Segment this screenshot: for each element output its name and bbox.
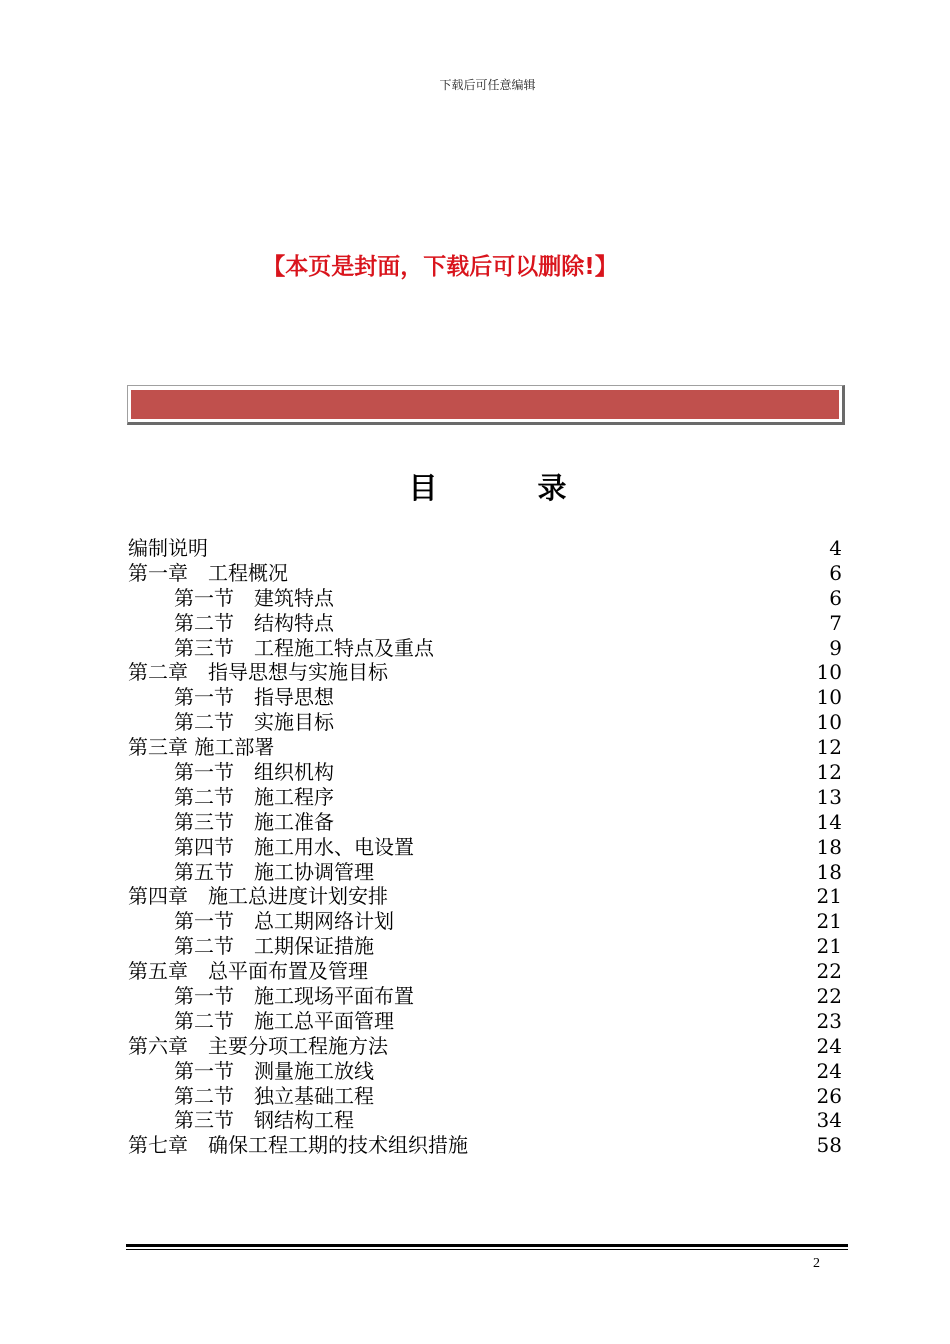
toc-entry-label: 第一节 建筑特点 (174, 585, 334, 610)
toc-entry[interactable] (128, 909, 842, 934)
toc-entry-label: 第六章 主要分项工程施方法 (128, 1033, 388, 1058)
toc-entry-label: 第二节 实施目标 (174, 710, 334, 735)
toc-entry[interactable] (128, 1009, 842, 1034)
page-number: 2 (813, 1256, 820, 1271)
toc-entry-page: 22 (816, 959, 842, 984)
toc-entry[interactable] (128, 984, 842, 1009)
toc-entry[interactable] (128, 959, 842, 984)
cover-notice: 【本页是封面，下载后可以删除!】 (262, 254, 618, 280)
toc-entry[interactable] (128, 735, 842, 760)
toc-entry-label: 第一节 组织机构 (174, 760, 334, 785)
toc-entry[interactable] (128, 536, 842, 561)
toc-entry[interactable] (128, 810, 842, 835)
toc-entry-label: 第三节 工程施工特点及重点 (174, 635, 434, 660)
toc-entry-label: 第四节 施工用水、电设置 (174, 834, 414, 859)
toc-entry-label: 第三节 施工准备 (174, 809, 334, 834)
toc-entry-page: 18 (816, 859, 842, 884)
toc-entry-page: 23 (816, 1008, 842, 1033)
toc-entry-page: 7 (829, 610, 842, 635)
footer-rule-thin (126, 1249, 848, 1250)
toc-entry-label: 第五章 总平面布置及管理 (128, 959, 368, 984)
toc-entry-label: 第二节 工期保证措施 (174, 934, 374, 959)
toc-entry[interactable] (128, 785, 842, 810)
toc-entry-page: 21 (816, 934, 842, 959)
toc-entry-page: 10 (816, 710, 842, 735)
toc-entry[interactable] (128, 1059, 842, 1084)
toc-entry-page: 26 (816, 1083, 842, 1108)
toc-entry-page: 10 (816, 660, 842, 685)
toc-entry[interactable] (128, 884, 842, 909)
toc-entry-label: 第二节 施工程序 (174, 784, 334, 809)
toc-entry-page: 24 (816, 1033, 842, 1058)
toc-entry-page: 21 (816, 884, 842, 909)
toc-entry-label: 第一节 施工现场平面布置 (174, 984, 414, 1009)
toc-entry[interactable] (128, 685, 842, 710)
toc-entry-label: 第四章 施工总进度计划安排 (128, 884, 388, 909)
toc-entry-label: 第二节 结构特点 (174, 610, 334, 635)
table-of-contents (128, 536, 842, 1158)
banner-fill (131, 390, 839, 419)
toc-entry-label: 第二节 施工总平面管理 (174, 1008, 394, 1033)
toc-entry-label: 第一节 测量施工放线 (174, 1058, 374, 1083)
toc-entry-label: 第五节 施工协调管理 (174, 859, 374, 884)
toc-entry-page: 21 (816, 909, 842, 934)
toc-entry[interactable] (128, 1133, 842, 1158)
toc-entry-page: 9 (829, 635, 842, 660)
toc-entry-label: 编制说明 (128, 536, 208, 560)
toc-entry[interactable] (128, 860, 842, 885)
toc-entry[interactable] (128, 1034, 842, 1059)
toc-entry-label: 第一节 指导思想 (174, 685, 334, 710)
toc-entry-page: 58 (816, 1133, 842, 1158)
toc-entry-label: 第二章 指导思想与实施目标 (128, 660, 388, 685)
toc-entry[interactable] (128, 586, 842, 611)
toc-entry[interactable] (128, 611, 842, 636)
toc-entry-page: 10 (816, 685, 842, 710)
toc-entry[interactable] (128, 1084, 842, 1109)
toc-entry[interactable] (128, 934, 842, 959)
footer-rule-thick (126, 1244, 848, 1247)
decorative-banner (127, 385, 847, 427)
toc-entry[interactable] (128, 561, 842, 586)
toc-entry-page: 6 (829, 585, 842, 610)
toc-entry-page: 6 (829, 560, 842, 585)
toc-entry-label: 第七章 确保工程工期的技术组织措施 (128, 1133, 468, 1158)
toc-entry-page: 12 (816, 760, 842, 785)
toc-entry[interactable] (128, 760, 842, 785)
toc-entry-page: 18 (816, 834, 842, 859)
toc-entry-label: 第一节 总工期网络计划 (174, 909, 394, 934)
toc-entry-page: 14 (816, 809, 842, 834)
toc-entry-label: 第三节 钢结构工程 (174, 1108, 354, 1133)
toc-entry[interactable] (128, 835, 842, 860)
toc-entry-label: 第一章 工程概况 (128, 560, 288, 585)
toc-entry-page: 22 (816, 984, 842, 1009)
toc-title: 目 录 (408, 471, 612, 505)
toc-entry[interactable] (128, 636, 842, 661)
toc-entry[interactable] (128, 1108, 842, 1133)
toc-entry[interactable] (128, 660, 842, 685)
toc-entry-page: 34 (816, 1108, 842, 1133)
toc-entry-page: 12 (816, 735, 842, 760)
toc-entry-page: 13 (816, 784, 842, 809)
toc-entry-label: 第二节 独立基础工程 (174, 1083, 374, 1108)
toc-entry-label: 第三章 施工部署 (128, 735, 275, 760)
toc-entry-page: 4 (829, 536, 842, 560)
toc-entry[interactable] (128, 710, 842, 735)
header-note: 下载后可任意编辑 (439, 78, 536, 92)
toc-entry-page: 24 (816, 1058, 842, 1083)
